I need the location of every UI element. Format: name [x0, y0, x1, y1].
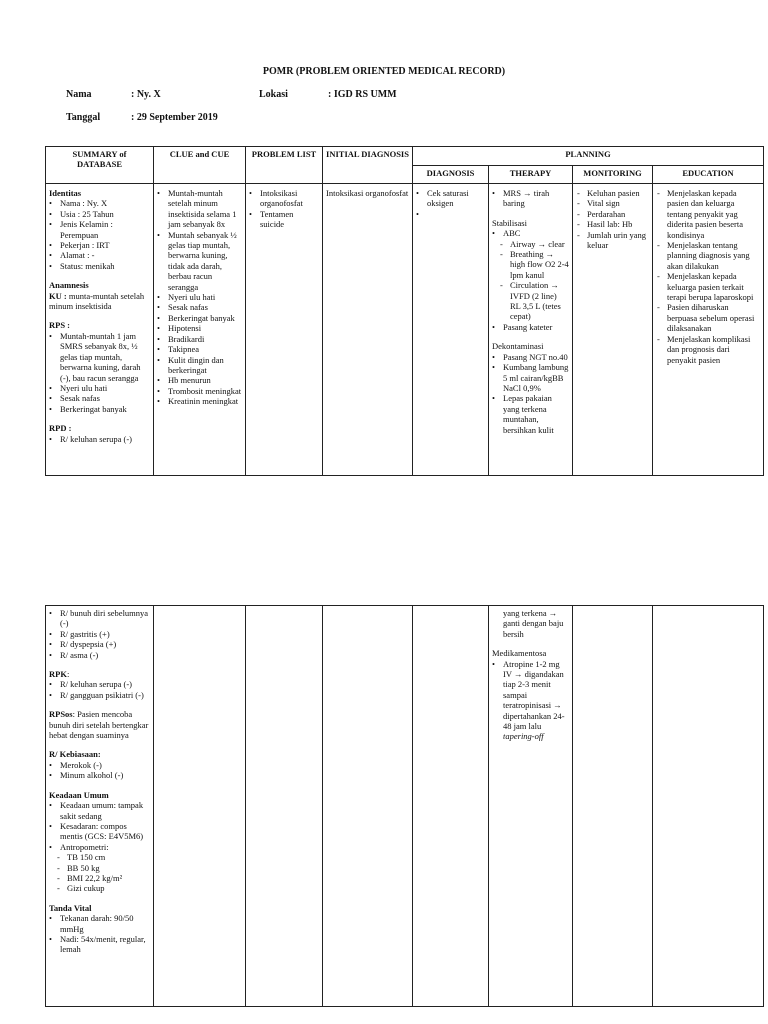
keadaan-umum-list	[49, 800, 150, 894]
list-item: • Takipnea	[157, 344, 242, 354]
diagnosis-cell-continued	[413, 606, 489, 1007]
tanggal-label: Tanggal	[66, 112, 101, 123]
list-item: • Lepas pakaian yang terkena muntahan, bersihkan kulit	[492, 393, 569, 435]
dekontaminasi-title: Dekontaminasi	[492, 341, 544, 352]
list-item: - Airway → clear	[492, 239, 569, 249]
header-initial-diagnosis: INITIAL DIAGNOSIS	[323, 147, 413, 184]
therapy-cell-continued	[489, 606, 573, 1007]
list-item: - Hasil lab: Hb	[576, 219, 649, 229]
list-item: • Antropometri:	[49, 842, 150, 852]
monitoring-cell-continued	[573, 606, 653, 1007]
kebiasaan-list	[49, 760, 150, 781]
rps-list	[49, 331, 150, 414]
nama-value: : Ny. X	[131, 89, 161, 100]
list-item: - Vital sign	[576, 198, 649, 208]
list-item: • R/ gastritis (+)	[49, 629, 150, 639]
list-item: • R/ gangguan psikiatri (-)	[49, 690, 150, 700]
ku-value: munta-muntah setelah minum insektisida	[49, 290, 145, 312]
header-problem-list: PROBLEM LIST	[246, 147, 323, 184]
list-item: - Menjelaskan kepada pasien dan keluarga tentang penyakit yag diderita pasien beserta kondisinya	[656, 188, 760, 240]
pomr-table-page2	[45, 605, 764, 1007]
list-item: - Menjelaskan komplikasi dan prognosis dari penyakit pasien	[656, 334, 760, 365]
medikamentosa-list	[492, 659, 569, 742]
list-item: • Muntah-muntah 1 jam SMRS sebanyak 8x, ½ gelas tiap muntah, berwarna kuning, darah (-), bau racun serangga	[49, 331, 150, 383]
tanda-vital-list	[49, 913, 150, 955]
list-item: - Menjelaskan tentang planning diagnosis yang akan dilakukan	[656, 240, 760, 271]
identitas-list	[49, 198, 150, 271]
anamnesis-title: Anamnesis	[49, 280, 89, 291]
list-item: • Alamat : -	[49, 250, 150, 260]
initial-diagnosis-cell-continued	[323, 606, 413, 1007]
header-education: EDUCATION	[653, 166, 764, 184]
rpk-colon: :	[66, 669, 70, 680]
list-item: • Bradikardi	[157, 334, 242, 344]
list-item: • Status: menikah	[49, 261, 150, 271]
list-item: • Kumbang lambung 5 ml cairan/kgBB NaCl 0,9%	[492, 362, 569, 393]
problem-list	[249, 188, 319, 230]
list-item: - Gizi cukup	[49, 883, 150, 893]
summary-cell-continued	[46, 606, 154, 1007]
header-diagnosis: DIAGNOSIS	[413, 166, 489, 184]
list-item: • Berkeringat banyak	[157, 313, 242, 323]
list-item: • Nadi: 54x/menit, regular, lemah	[49, 934, 150, 955]
list-item: • Nyeri ulu hati	[157, 292, 242, 302]
list-item: • Nama : Ny. X	[49, 198, 150, 208]
list-item: • MRS → tirah baring	[492, 188, 569, 209]
header-monitoring: MONITORING	[573, 166, 653, 184]
list-item: • Muntah sebanyak ½ gelas tiap muntah, berwarna kuning, tidak ada darah, berbau racun serangga	[157, 230, 242, 292]
rpk-title: RPK	[49, 669, 67, 680]
diagnosis-cell	[413, 184, 489, 476]
list-item: • Pasang kateter	[492, 322, 569, 332]
rpk-heading	[49, 669, 150, 679]
stabilisasi-list	[492, 228, 569, 332]
list-item: • Pekerjan : IRT	[49, 240, 150, 250]
diagnosis-list	[416, 188, 485, 209]
list-item: • Nyeri ulu hati	[49, 383, 150, 393]
header-therapy: THERAPY	[489, 166, 573, 184]
stabilisasi-title: Stabilisasi	[492, 217, 527, 228]
rpk-list	[49, 679, 150, 700]
therapy-continued-text: yang terkena → ganti dengan baju bersih	[503, 608, 564, 639]
list-item: • R/ keluhan serupa (-)	[49, 679, 150, 689]
summary-cell	[46, 184, 154, 476]
monitoring-cell	[573, 184, 653, 476]
list-item: • Muntah-muntah setelah minum insektisida selama 1 jam sebanyak 8x	[157, 188, 242, 230]
education-cell-continued	[653, 606, 764, 1007]
list-item: - Pasien diharuskan berpuasa sebelum operasi dilaksanakan	[656, 302, 760, 333]
identitas-title: Identitas	[49, 188, 82, 198]
list-item: • Minum alkohol (-)	[49, 770, 150, 780]
list-item: • Sesak nafas	[49, 393, 150, 403]
list-item: - Breathing → high flow O2 2-4 lpm kanul	[492, 249, 569, 280]
list-item: • R/ asma (-)	[49, 650, 150, 660]
rpd-list	[49, 434, 150, 444]
list-item: • Sesak nafas	[157, 302, 242, 312]
list-item: • Usia : 25 Tahun	[49, 209, 150, 219]
list-item: - Perdarahan	[576, 209, 649, 219]
list-item: • Kreatinin meningkat	[157, 396, 242, 406]
therapy-list	[492, 188, 569, 209]
therapy-cell	[489, 184, 573, 476]
nama-label: Nama	[66, 89, 92, 100]
tanggal-value: : 29 September 2019	[131, 112, 218, 123]
list-item: • Berkeringat banyak	[49, 404, 150, 414]
list-item: • R/ dyspepsia (+)	[49, 639, 150, 649]
clue-cell	[154, 184, 246, 476]
ku-text	[49, 291, 150, 312]
initial-diagnosis-text: Intoksikasi organofosfat	[326, 188, 409, 198]
list-item: - Keluhan pasien	[576, 188, 649, 198]
initial-diagnosis-cell	[323, 184, 413, 476]
ku-label: KU :	[49, 290, 67, 301]
clue-list	[157, 188, 242, 407]
list-item: - BB 50 kg	[49, 863, 150, 873]
document-title: POMR (PROBLEM ORIENTED MEDICAL RECORD)	[262, 66, 506, 77]
list-item: • Tentamen suicide	[249, 209, 319, 230]
list-item: - Jumlah urin yang keluar	[576, 230, 649, 251]
education-cell	[653, 184, 764, 476]
education-list	[656, 188, 760, 365]
list-item: • R/ bunuh diri sebelumnya (-)	[49, 608, 150, 629]
list-item: • ABC	[492, 228, 569, 238]
dekontaminasi-list	[492, 352, 569, 435]
header-planning: PLANNING	[413, 147, 764, 166]
list-item	[492, 659, 569, 742]
list-item: • Jenis Kelamin : Perempuan	[49, 219, 150, 240]
rpsos-label: RPSos	[49, 709, 73, 720]
list-item: • Keadaan umum: tampak sakit sedang	[49, 800, 150, 821]
list-item: - Circulation → IVFD (2 line) RL 3,5 L (tetes cepat)	[492, 280, 569, 322]
list-item: • Pasang NGT no.40	[492, 352, 569, 362]
list-item: - BMI 22,2 kg/m²	[49, 873, 150, 883]
medikamentosa-title: Medikamentosa	[492, 648, 547, 659]
problem-list-cell	[246, 184, 323, 476]
list-item: • Trombosit meningkat	[157, 386, 242, 396]
header-clue: CLUE and CUE	[154, 147, 246, 184]
list-item: • Merokok (-)	[49, 760, 150, 770]
atropine-text: Atropine 1-2 mg IV → digandakan tiap 2-3 menit sampai teratropinisasi → dipertahankan 24-48 jam lalu	[503, 658, 565, 732]
pomr-table-page1	[45, 146, 764, 476]
lokasi-value: : IGD RS UMM	[328, 89, 397, 100]
tapering-text: tapering-off	[503, 731, 544, 742]
list-item: • Kesadaran: compos mentis (GCS: E4V5M6)	[49, 821, 150, 842]
problem-list-cell-continued	[246, 606, 323, 1007]
lokasi-label: Lokasi	[259, 89, 288, 100]
header-summary: SUMMARY of DATABASE	[46, 147, 154, 184]
rps-title: RPS :	[49, 320, 71, 331]
list-item: • Kulit dingin dan berkeringat	[157, 355, 242, 376]
list-item: • Tekanan darah: 90/50 mmHg	[49, 913, 150, 934]
rpsos-value: : Pasien mencoba bunuh diri setelah bertengkar hebat dengan suaminya	[49, 709, 149, 741]
kebiasaan-title: R/ Kebiasaan:	[49, 749, 101, 760]
rpsos-text	[49, 709, 150, 740]
list-item: - TB 150 cm	[49, 852, 150, 862]
list-item: • Hipotensi	[157, 323, 242, 333]
rpd-title: RPD :	[49, 423, 72, 434]
tanda-vital-title: Tanda Vital	[49, 902, 92, 913]
clue-cell-continued	[154, 606, 246, 1007]
monitoring-list	[576, 188, 649, 250]
list-item: • Cek saturasi oksigen	[416, 188, 485, 209]
list-item: • R/ keluhan serupa (-)	[49, 434, 150, 444]
rpd-list-continued	[49, 608, 150, 660]
list-item: • Hb menurun	[157, 375, 242, 385]
keadaan-umum-title: Keadaan Umum	[49, 789, 109, 800]
list-item: - Menjelaskan kepada keluarga pasien terkait terapi berupa laparoskopi	[656, 271, 760, 302]
list-item: • Intoksikasi organofosfat	[249, 188, 319, 209]
